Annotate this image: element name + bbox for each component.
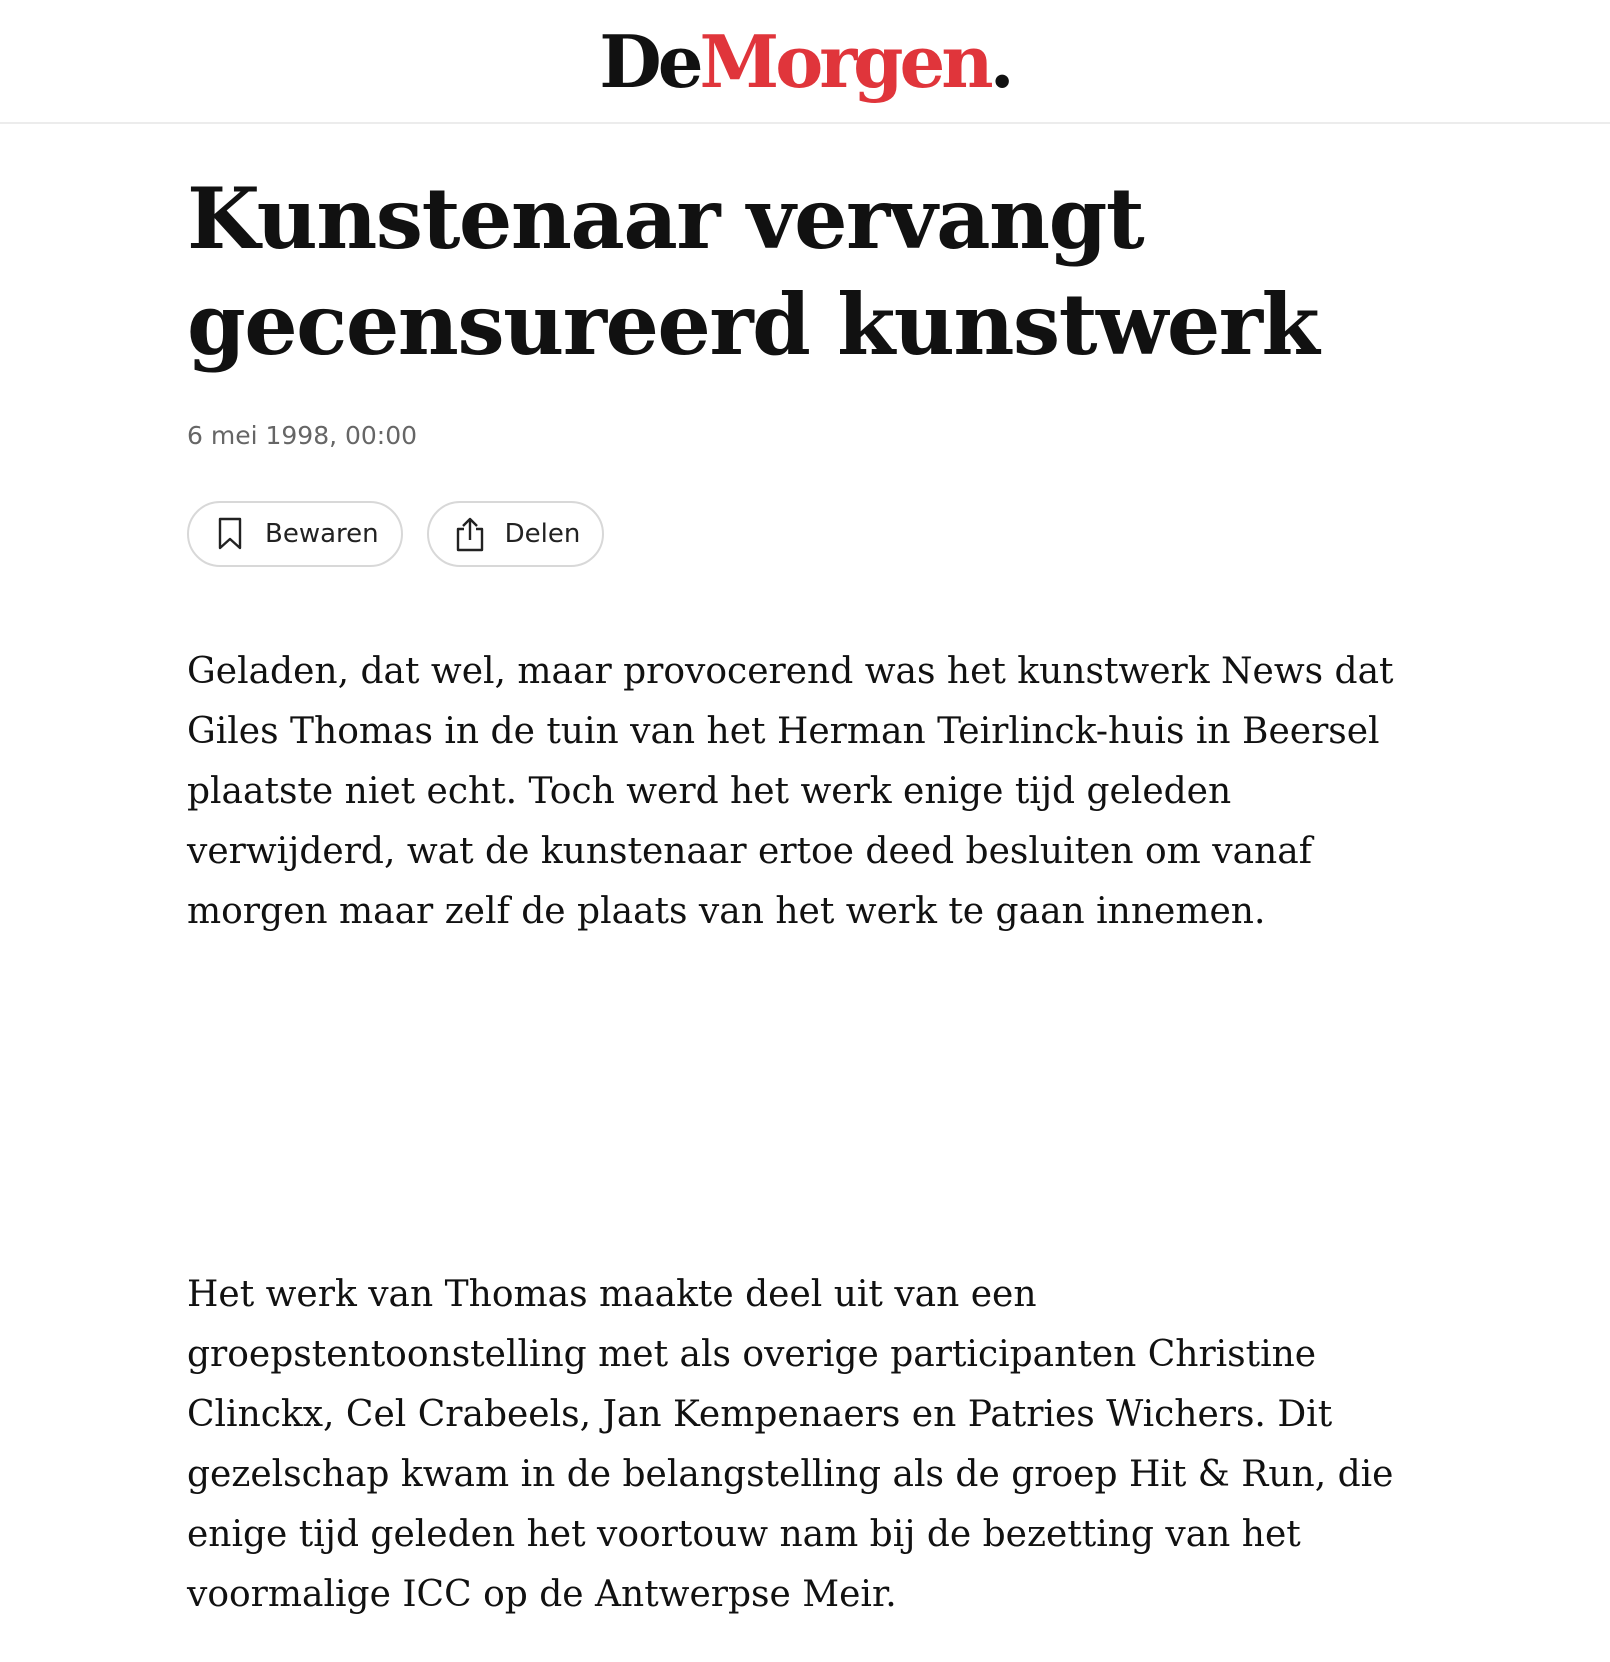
share-button[interactable] (427, 501, 605, 567)
article-headline: Kunstenaar vervangt gecensureerd kunstwerk (187, 169, 1319, 374)
site-header (0, 0, 1610, 124)
share-icon (455, 517, 485, 551)
article-actions (187, 501, 1427, 569)
logo-part-de: De (599, 19, 700, 104)
share-button-label: Delen (504, 519, 581, 549)
article-body-paragraph: Het werk van Thomas maakte deel uit van een groepstentoonstelling met als overige participanten Christine Clinckx, Cel Crabeels, Jan Kempenaers en Patries Wichers. Dit gezelschap kwam in de belangstelling als de groep Hit & Run, die enige tijd geleden het voortouw nam bij de bezetting van het voormalige ICC op de Antwerpse Meir. (187, 1274, 1394, 1615)
save-button[interactable] (187, 501, 403, 567)
logo-dot: . (989, 19, 1011, 104)
demorgen-logo[interactable] (0, 14, 1610, 110)
article-timestamp: 6 mei 1998, 00:00 (187, 421, 418, 450)
logo-part-morgen: Morgen (699, 19, 990, 104)
article (187, 166, 1427, 569)
article-intro-paragraph: Geladen, dat wel, maar provocerend was het kunstwerk News dat Giles Thomas in de tuin van het Herman Teirlinck-huis in Beersel plaatste niet echt. Toch werd het werk enige tijd geleden verwijderd, wat de kunstenaar ertoe deed besluiten om vanaf morgen maar zelf de plaats van het werk te gaan innemen. (187, 651, 1394, 932)
save-button-label: Bewaren (265, 519, 379, 549)
bookmark-icon (215, 517, 245, 551)
